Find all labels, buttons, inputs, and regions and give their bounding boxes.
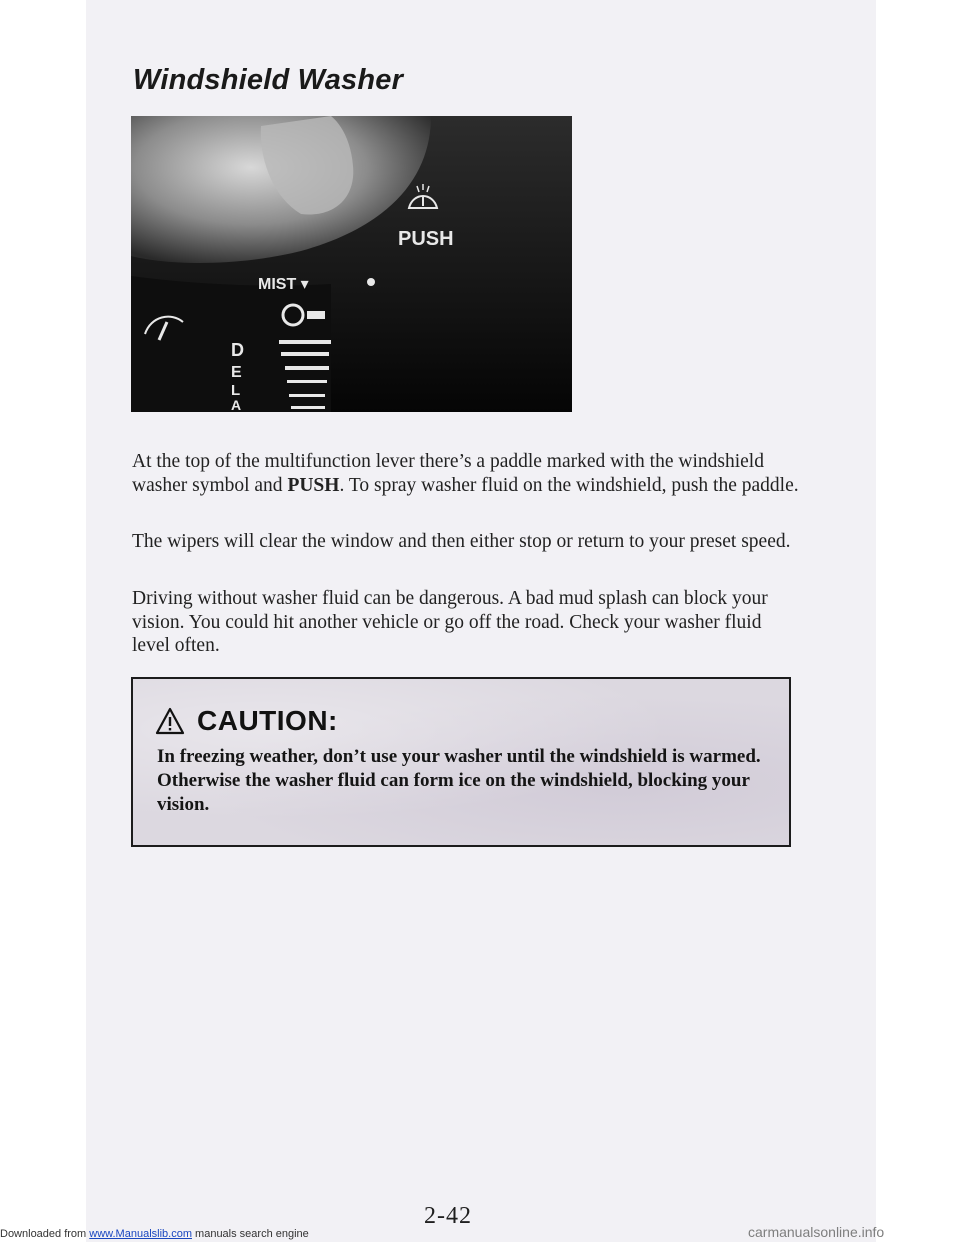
page-title: Windshield Washer xyxy=(133,64,404,96)
caution-text: In freezing weather, don’t use your washer until the windshield is warmed. Otherwise the washer fluid can form ice on the windshield, blocking your vision. xyxy=(157,746,761,815)
download-footer: Downloaded from www.Manualslib.com manuals search engine xyxy=(0,1228,309,1240)
paragraph-wipers-clear: The wipers will clear the window and then either stop or return to your preset speed. xyxy=(132,531,791,552)
delay-letter-a: A xyxy=(231,397,242,412)
paragraph-washer-fluid-warning: Driving without washer fluid can be dangerous. A bad mud splash can block your vision. You could hit another vehicle or go off the road. Check your washer fluid level often. xyxy=(132,588,768,656)
page-number: 2-42 xyxy=(424,1203,472,1229)
caution-box xyxy=(131,677,791,847)
delay-letter-d: D xyxy=(231,340,244,360)
warning-triangle-icon xyxy=(155,707,185,735)
delay-letter-e: E xyxy=(231,364,242,381)
caution-header xyxy=(155,705,338,737)
manualslib-link[interactable]: www.Manualslib.com xyxy=(89,1228,192,1240)
lever-photo xyxy=(131,116,572,412)
caution-title: CAUTION: xyxy=(197,705,338,736)
watermark: carmanualsonline.info xyxy=(748,1224,885,1240)
paragraph-washer-push: At the top of the multifunction lever there’s a paddle marked with the windshield washer symbol and PUSH. To spray washer fluid on the windshield, push the paddle. xyxy=(132,451,799,496)
delay-letter-l: L xyxy=(231,382,241,399)
push-label: PUSH xyxy=(398,228,454,250)
push-emphasis: PUSH xyxy=(287,474,340,496)
mist-label: MIST ▾ xyxy=(258,276,309,293)
